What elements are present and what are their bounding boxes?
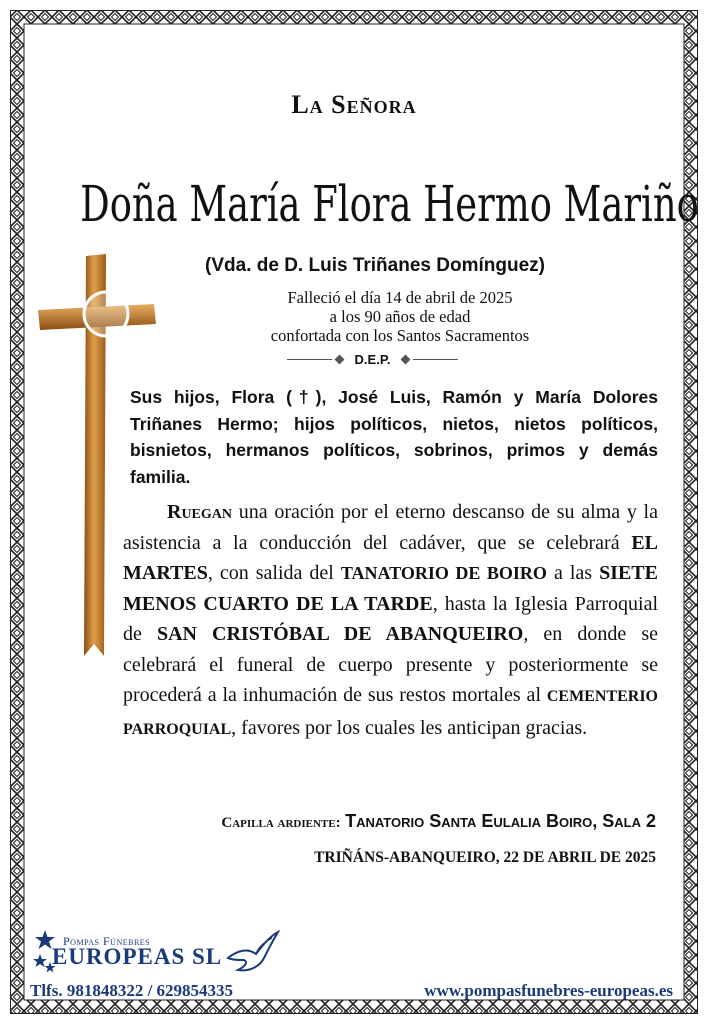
- diamond-ornament-right: [401, 354, 411, 364]
- age-line: a los 90 años de edad: [329, 307, 471, 326]
- ceremony-paragraph: [123, 497, 658, 745]
- chapel-line: [221, 811, 656, 832]
- dep-label: D.E.P.: [354, 351, 391, 367]
- place-date: TRIÑÁNS-ABANQUEIRO, 22 DE ABRIL DE 2025: [314, 849, 656, 866]
- title-la-senora: La Señora: [291, 90, 417, 119]
- dove-icon: [220, 928, 280, 976]
- body-text-b: , con salida del: [207, 562, 341, 584]
- ruegan-lead: Ruegan: [167, 501, 233, 523]
- church-name: SAN CRISTÓBAL DE ABANQUEIRO: [156, 623, 524, 645]
- body-text-a: una oración por el eterno descanso de su alma y la asistencia a la conducción del cadáver, que se celebrará: [123, 501, 658, 554]
- cemetery-name: CEMENTERIO PARROQUIAL: [123, 688, 658, 738]
- deceased-name: Doña María Flora Hermo Mariño: [80, 175, 699, 233]
- sacraments-line: confortada con los Santos Sacramentos: [270, 326, 530, 345]
- phone-numbers: Tlfs. 981848322 / 629854335: [30, 981, 234, 1000]
- chapel-label: Capilla ardiente:: [221, 815, 341, 831]
- widow-note: (Vda. de D. Luis Triñanes Domínguez): [205, 255, 545, 276]
- logo-tagline: Pompas Fúnebres: [63, 934, 151, 948]
- body-text-e: , en donde se celebrará el funeral de cuerpo presente y posteriormente se procederá a la inhumación de sus restos mortales al: [123, 623, 658, 706]
- logo-name: EUROPEAS SL: [52, 944, 223, 969]
- divider-line-left: [287, 359, 332, 360]
- ceremony-time: SIETE MENOS CUARTO DE LA TARDE: [123, 562, 658, 615]
- dep-divider: [255, 349, 490, 369]
- chapel-value: Tanatorio Santa Eulalia Boiro, Sala 2: [345, 811, 656, 831]
- death-info: [210, 288, 590, 345]
- company-logo: [30, 928, 290, 976]
- divider-line-right: [413, 359, 458, 360]
- body-text-c: a las: [546, 562, 600, 584]
- website-link[interactable]: www.pompasfunebres-europeas.es: [424, 981, 673, 1000]
- body-text-f: , favores por los cuales les anticipan gracias.: [231, 716, 588, 739]
- death-date-line: Falleció el día 14 de abril de 2025: [287, 288, 513, 307]
- family-list: Sus hijos, Flora (†), José Luis, Ramón y María Dolores Triñanes Hermo; hijos políticos, nietos, nietos políticos, bisnietos, hermanos políticos, sobrinos, primos y demás familia.: [130, 387, 658, 487]
- body-text-d: , hasta la Iglesia Parroquial de: [123, 592, 658, 645]
- ceremony-day: EL MARTES: [123, 531, 658, 584]
- diamond-ornament-left: [334, 354, 344, 364]
- tanatorio-name: TANATORIO DE BOIRO: [340, 563, 547, 583]
